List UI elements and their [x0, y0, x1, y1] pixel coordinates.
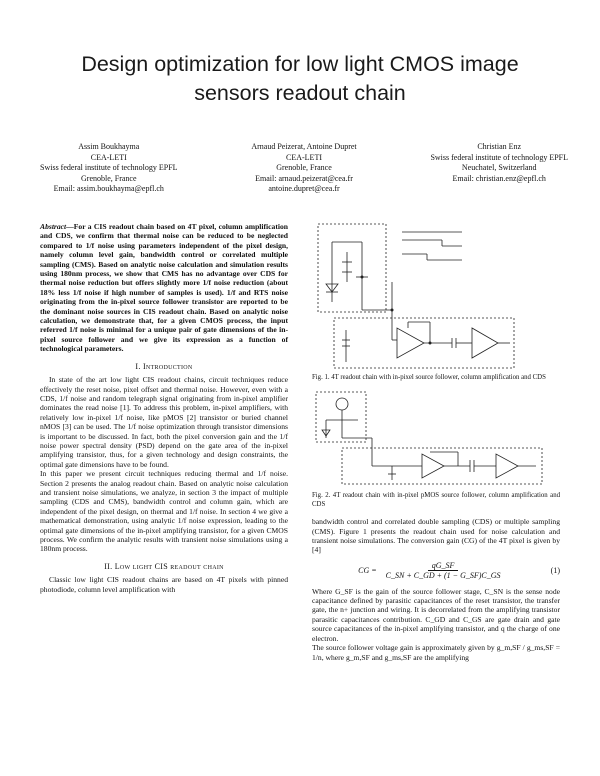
equation-fraction [382, 561, 505, 581]
circuit-diagram-4t-pmos [312, 390, 560, 490]
section-heading-introduction: I. Introduction [135, 361, 193, 371]
title-line-1: Design optimization for low light CMOS image [81, 52, 519, 76]
author-location: Grenoble, France [276, 163, 332, 173]
author-email[interactable]: Email: arnaud.peizerat@cea.fr [255, 173, 353, 183]
author-2 [251, 142, 356, 195]
abstract-text: —For a CIS readout chain based on 4T pixel, column amplification and CDS, we confirm that thermal noise can be reduced to be neglected compared to 1/f noise using parameters independent of the pixel design, namely column level gain, bandwidth control or correlated multiple sampling (CMS). Based on analytic noise calculation and simulation results using 180nm process, we show that CMS has no advantage over CDS for thermal noise reduction but offers slightly more 1/f noise reduction (about 18% less 1/f noise if high number of samples is used). 1/f and RTS noise originating from the in-pixel source follower transistor are reported to be the dominant noise sources in CIS readout chain. Based on analytic noise calculation, we demonstrate that, for a given CMOS process, the input referred 1/f noise is minimal for a unique pair of gate dimensions of the in-pixel source follower and we give its expression as a function of technological parameters. [40, 222, 288, 354]
left-column [40, 222, 288, 594]
paper-title [40, 50, 560, 108]
figure-1-caption: Fig. 1. 4T readout chain with in-pixel source follower, column amplification and CDS [312, 374, 546, 381]
right-paragraph-1: bandwidth control and correlated double sampling (CDS) or multiple sampling (CMS). Figure 1 presents the readout chain used for noise calculation and transient noise simulations. The conversion gain (CG) of the 4T pixel is given by [4] [312, 517, 560, 555]
author-affiliation: CEA-LETI [286, 152, 322, 162]
equation-1 [312, 561, 560, 581]
right-paragraph-2: Where G_SF is the gain of the source follower stage, C_SN is the sense node capacitance defined by parasitic capacitances of the reset transistor, the transfer gate, the n+ junction and wiring. It is decorrelated from the amplifying transistor parasitic capacitances contribution. C_GD and C_GS are gate drain and gate source capacitances of the in-pixel amplifying transistor, and q the charge of one electron. [312, 586, 560, 643]
intro-paragraph-2: In this paper we present circuit techniques reducing thermal and 1/f noise. Section 2 presents the analog readout chain. Based on analytic noise calculation and transient noise simulations, we analyze, in section 3 the impact of multiple sampling (CDS and CMS), bandwidth control and column gain, which are independent of the pixel design, on thermal and 1/f noise. In section 4 we give a mathematical demonstration, using analytic 1/f noise expression, leading to the optimal gate dimensions of the in-pixel amplifying transistor, for a given CMOS process. We confirm the analytic results with transient noise simulations using a 180nm process. [40, 469, 288, 554]
section2-paragraph-1: Classic low light CIS readout chains are based on 4T pixels with pinned photodiode, column level amplification with [40, 575, 288, 594]
author-name: Christian Enz [477, 142, 522, 151]
author-1 [40, 142, 178, 195]
figure-1 [312, 222, 560, 382]
abstract [40, 222, 288, 354]
author-location: Neuchatel, Switzerland [461, 163, 537, 173]
right-column [312, 222, 560, 662]
author-name: Assim Boukhayma [78, 142, 140, 151]
author-email[interactable]: antoine.dupret@cea.fr [268, 184, 340, 194]
equation-denominator: C_SN + C_GD + (1 − G_SF)C_GS [385, 571, 501, 581]
figure-2-caption: Fig. 2. 4T readout chain with in-pixel pMOS source follower, column amplification and CDS [312, 492, 560, 508]
abstract-lead: Abstract [40, 222, 67, 231]
author-affiliation: CEA-LETI [90, 152, 127, 162]
author-email[interactable]: Email: assim.boukhayma@epfl.ch [53, 184, 164, 194]
author-name: Arnaud Peizerat, Antoine Dupret [251, 142, 357, 151]
equation-body [312, 561, 551, 581]
figure-2 [312, 390, 560, 509]
author-location: Grenoble, France [81, 173, 137, 183]
equation-number: (1) [550, 566, 560, 576]
circuit-diagram-4t-nmos [312, 222, 560, 372]
author-block [40, 142, 568, 195]
author-affiliation: Swiss federal institute of technology EPFL [40, 163, 178, 173]
author-3 [430, 142, 568, 195]
intro-paragraph-1: In state of the art low light CIS readout chains, circuit techniques reduce effectively the reset noise, pixel offset and thermal noise. However, even with a CDS, 1/f noise and random telegraph signal originating from in-pixel amplifier dominates the read noise [1]. To address this problem, in-pixel amplifiers, with relatively low in-pixel 1/f noise, like pMOS [2] transistor or buried channel nMOS [3] can be used. The 1/f noise optimization through transistor dimensions is important to be discussed. In fact, both the pixel conversion gain and the 1/f noise power spectral density (PSD) depend on the gate area of the in-pixel amplifying transistor, thus, for a given technology and design constraints, the optimal gate dimensions have to be found. [40, 375, 288, 469]
equation-numerator: qG_SF [428, 561, 459, 571]
section-heading-readout-chain: II. Low light CIS readout chain [104, 561, 224, 571]
equation-lhs: CG = [358, 565, 377, 575]
author-email[interactable]: Email: christian.enz@epfl.ch [452, 173, 546, 183]
right-paragraph-3: The source follower voltage gain is approximately given by g_m,SF / g_ms,SF = 1/n, where g_m,SF and g_ms,SF are the amplifying [312, 643, 560, 662]
title-line-2: sensors readout chain [194, 81, 406, 105]
author-affiliation: Swiss federal institute of technology EPFL [430, 152, 568, 162]
